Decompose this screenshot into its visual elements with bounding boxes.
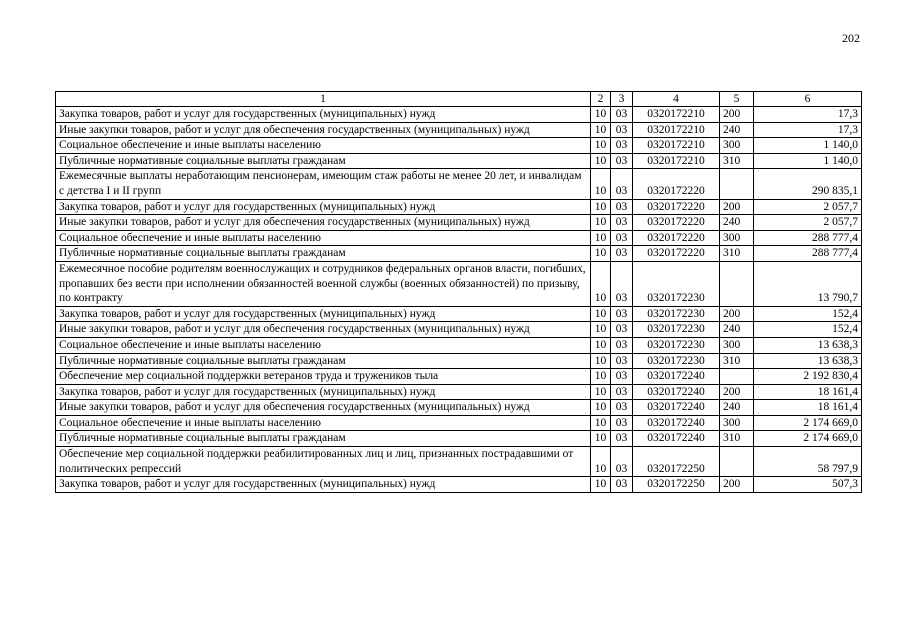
row-subsection: 03 [611,122,633,138]
row-target-article: 0320172240 [633,369,720,385]
row-expense-type: 200 [720,477,754,493]
row-expense-type: 240 [720,322,754,338]
row-section: 10 [591,261,611,306]
row-subsection: 03 [611,369,633,385]
row-subsection: 03 [611,322,633,338]
row-name: Иные закупки товаров, работ и услуг для обеспечения государственных (муниципальных) нужд [56,122,591,138]
row-target-article: 0320172220 [633,230,720,246]
row-expense-type: 200 [720,107,754,123]
table-row [56,369,862,385]
row-subsection: 03 [611,447,633,477]
row-name: Обеспечение мер социальной поддержки реабилитированных лиц и лиц, признанных пострадавшими от политических репрессий [56,447,591,477]
table-row [56,322,862,338]
row-amount: 2 057,7 [754,199,862,215]
row-expense-type: 240 [720,215,754,231]
row-section: 10 [591,306,611,322]
row-section: 10 [591,322,611,338]
row-name: Публичные нормативные социальные выплаты гражданам [56,353,591,369]
table-row [56,353,862,369]
row-amount: 1 140,0 [754,138,862,154]
row-target-article: 0320172240 [633,431,720,447]
row-subsection: 03 [611,246,633,262]
header-col-6: 6 [754,92,862,107]
row-subsection: 03 [611,153,633,169]
row-subsection: 03 [611,261,633,306]
row-amount: 2 174 669,0 [754,415,862,431]
row-expense-type: 240 [720,400,754,416]
row-name: Иные закупки товаров, работ и услуг для обеспечения государственных (муниципальных) нужд [56,215,591,231]
table-row [56,306,862,322]
row-target-article: 0320172230 [633,337,720,353]
table-row [56,246,862,262]
table-row [56,153,862,169]
row-section: 10 [591,400,611,416]
row-name: Закупка товаров, работ и услуг для государственных (муниципальных) нужд [56,306,591,322]
row-amount: 152,4 [754,322,862,338]
row-subsection: 03 [611,477,633,493]
row-target-article: 0320172210 [633,107,720,123]
table-header [56,92,862,107]
row-section: 10 [591,153,611,169]
row-amount: 1 140,0 [754,153,862,169]
row-expense-type: 300 [720,138,754,154]
row-name: Ежемесячные выплаты неработающим пенсионерам, имеющим стаж работы не менее 20 лет, и инвалидам с детства I и II групп [56,169,591,199]
page-number: 202 [842,31,860,45]
row-expense-type: 300 [720,415,754,431]
budget-table [55,91,862,493]
row-target-article: 0320172210 [633,138,720,154]
row-name: Публичные нормативные социальные выплаты гражданам [56,246,591,262]
row-subsection: 03 [611,384,633,400]
row-subsection: 03 [611,431,633,447]
row-amount: 13 638,3 [754,353,862,369]
table-row [56,138,862,154]
table-row [56,415,862,431]
row-expense-type: 200 [720,306,754,322]
row-amount: 18 161,4 [754,400,862,416]
row-section: 10 [591,415,611,431]
row-expense-type: 310 [720,246,754,262]
row-name: Социальное обеспечение и иные выплаты населению [56,138,591,154]
row-name: Публичные нормативные социальные выплаты гражданам [56,431,591,447]
header-col-3: 3 [611,92,633,107]
row-name: Иные закупки товаров, работ и услуг для обеспечения государственных (муниципальных) нужд [56,322,591,338]
row-amount: 2 192 830,4 [754,369,862,385]
row-target-article: 0320172220 [633,246,720,262]
table-row [56,169,862,199]
row-target-article: 0320172220 [633,199,720,215]
row-section: 10 [591,215,611,231]
row-section: 10 [591,138,611,154]
row-subsection: 03 [611,230,633,246]
row-expense-type: 240 [720,122,754,138]
table-row [56,261,862,306]
table-row [56,400,862,416]
row-section: 10 [591,477,611,493]
row-section: 10 [591,353,611,369]
table-row [56,215,862,231]
row-section: 10 [591,447,611,477]
row-expense-type [720,369,754,385]
row-amount: 507,3 [754,477,862,493]
row-expense-type: 310 [720,431,754,447]
row-section: 10 [591,369,611,385]
row-expense-type: 300 [720,337,754,353]
row-expense-type: 200 [720,199,754,215]
header-col-5: 5 [720,92,754,107]
row-section: 10 [591,384,611,400]
header-col-1: 1 [56,92,591,107]
row-name: Закупка товаров, работ и услуг для государственных (муниципальных) нужд [56,107,591,123]
row-target-article: 0320172250 [633,477,720,493]
row-subsection: 03 [611,415,633,431]
row-subsection: 03 [611,138,633,154]
row-name: Закупка товаров, работ и услуг для государственных (муниципальных) нужд [56,199,591,215]
row-name: Социальное обеспечение и иные выплаты населению [56,337,591,353]
row-amount: 58 797,9 [754,447,862,477]
row-amount: 13 790,7 [754,261,862,306]
row-section: 10 [591,199,611,215]
row-amount: 17,3 [754,107,862,123]
table-row [56,230,862,246]
header-col-4: 4 [633,92,720,107]
table-row [56,447,862,477]
row-name: Обеспечение мер социальной поддержки ветеранов труда и тружеников тыла [56,369,591,385]
row-expense-type [720,447,754,477]
row-subsection: 03 [611,215,633,231]
header-col-2: 2 [591,92,611,107]
row-subsection: 03 [611,107,633,123]
row-target-article: 0320172230 [633,306,720,322]
row-amount: 17,3 [754,122,862,138]
row-target-article: 0320172210 [633,153,720,169]
row-expense-type: 310 [720,153,754,169]
row-section: 10 [591,107,611,123]
table-row [56,122,862,138]
row-amount: 288 777,4 [754,246,862,262]
row-subsection: 03 [611,199,633,215]
row-subsection: 03 [611,169,633,199]
row-target-article: 0320172240 [633,384,720,400]
row-section: 10 [591,337,611,353]
table-row [56,199,862,215]
row-section: 10 [591,122,611,138]
table-row [56,337,862,353]
row-expense-type: 310 [720,353,754,369]
row-expense-type [720,261,754,306]
row-subsection: 03 [611,353,633,369]
row-amount: 18 161,4 [754,384,862,400]
table-row [56,477,862,493]
row-section: 10 [591,169,611,199]
row-amount: 2 057,7 [754,215,862,231]
row-subsection: 03 [611,337,633,353]
row-subsection: 03 [611,306,633,322]
row-target-article: 0320172250 [633,447,720,477]
row-name: Закупка товаров, работ и услуг для государственных (муниципальных) нужд [56,477,591,493]
table-row [56,431,862,447]
row-amount: 2 174 669,0 [754,431,862,447]
row-name: Ежемесячное пособие родителям военнослужащих и сотрудников федеральных органов власти, погибших, пропавших без вести при исполнении обязанностей военной службы (военных обязанностей) по призыву, по контракту [56,261,591,306]
row-expense-type: 300 [720,230,754,246]
row-section: 10 [591,431,611,447]
row-name: Иные закупки товаров, работ и услуг для обеспечения государственных (муниципальных) нужд [56,400,591,416]
row-target-article: 0320172230 [633,353,720,369]
row-name: Социальное обеспечение и иные выплаты населению [56,230,591,246]
row-subsection: 03 [611,400,633,416]
row-target-article: 0320172230 [633,261,720,306]
row-target-article: 0320172240 [633,415,720,431]
row-amount: 152,4 [754,306,862,322]
header-row [56,92,862,107]
row-target-article: 0320172210 [633,122,720,138]
row-name: Публичные нормативные социальные выплаты гражданам [56,153,591,169]
row-section: 10 [591,230,611,246]
row-section: 10 [591,246,611,262]
row-amount: 288 777,4 [754,230,862,246]
row-amount: 290 835,1 [754,169,862,199]
row-expense-type [720,169,754,199]
row-target-article: 0320172220 [633,169,720,199]
row-target-article: 0320172230 [633,322,720,338]
row-expense-type: 200 [720,384,754,400]
table-row [56,384,862,400]
row-name: Социальное обеспечение и иные выплаты населению [56,415,591,431]
row-name: Закупка товаров, работ и услуг для государственных (муниципальных) нужд [56,384,591,400]
table-row [56,107,862,123]
row-target-article: 0320172240 [633,400,720,416]
row-target-article: 0320172220 [633,215,720,231]
row-amount: 13 638,3 [754,337,862,353]
table-body [56,107,862,493]
